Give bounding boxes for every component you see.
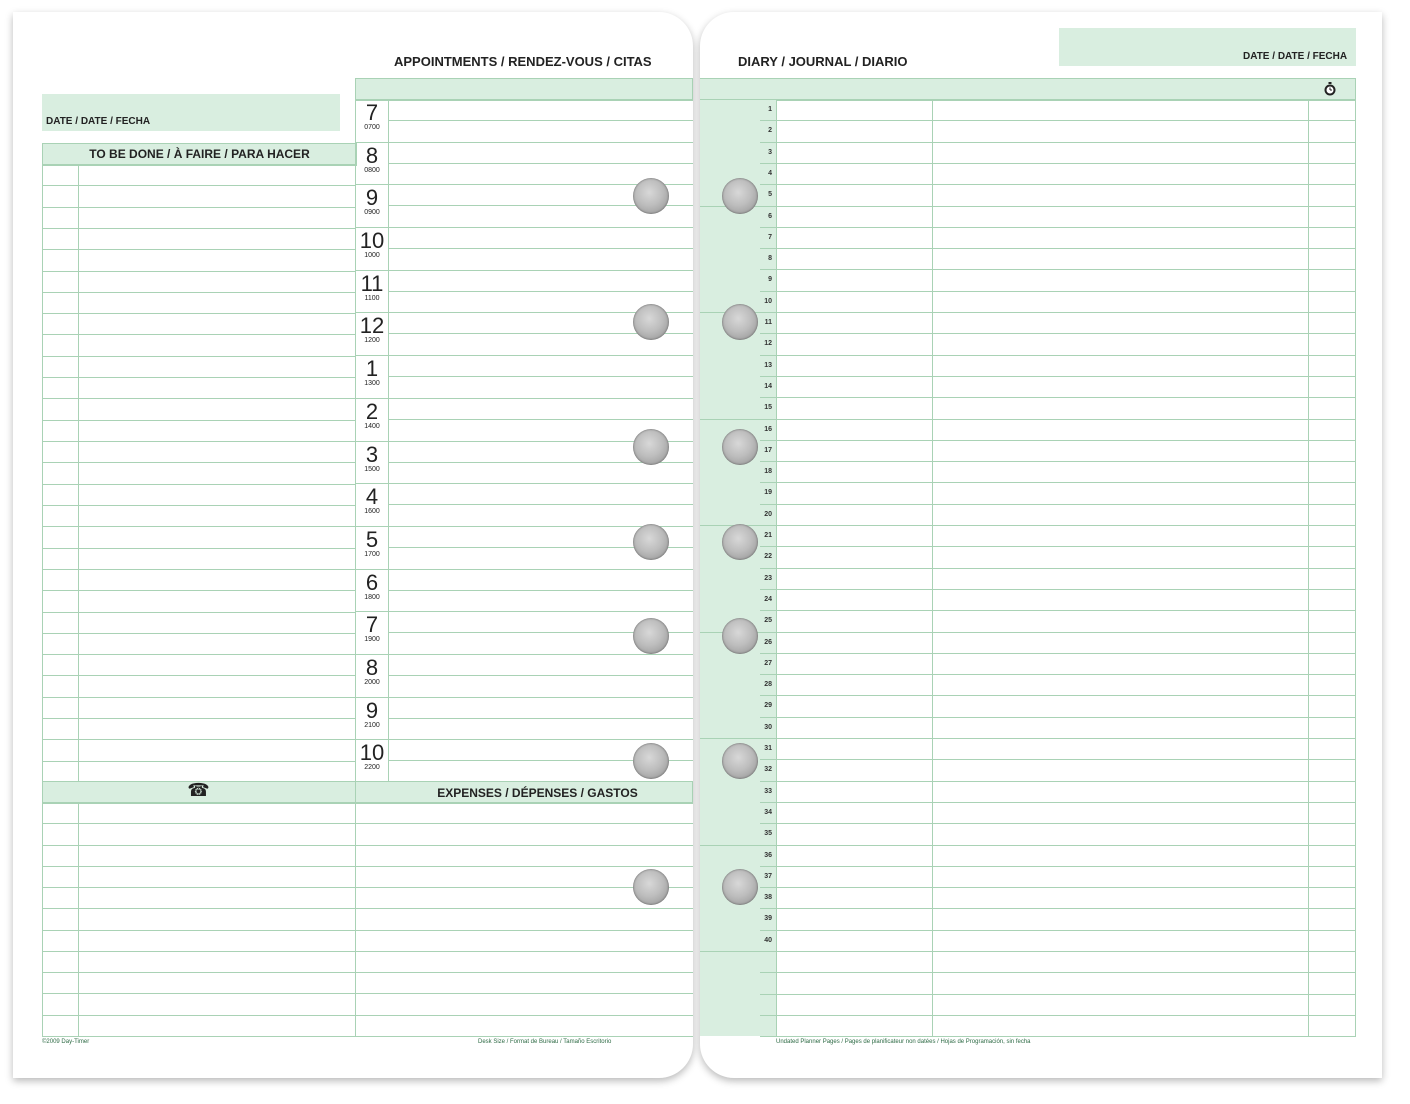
- half-hour-line: [388, 376, 693, 377]
- hour-line: [356, 483, 693, 484]
- hour-label: 4: [365, 484, 379, 509]
- diary-row-line: [760, 823, 1356, 824]
- hour-label: 8: [365, 143, 379, 168]
- ring-hole: [722, 618, 758, 654]
- line-number: 29: [764, 702, 772, 709]
- ring-hole: [633, 869, 669, 905]
- diary-row-line: [700, 632, 1356, 633]
- diary-row-line: [760, 802, 1356, 803]
- diary-row-line: [760, 866, 1356, 867]
- ring-hole: [722, 743, 758, 779]
- half-hour-line: [388, 419, 693, 420]
- hour-line: [356, 99, 693, 100]
- hour-label: 5: [365, 527, 379, 552]
- hour-label: 2: [365, 399, 379, 424]
- military-time-label: 2100: [364, 722, 380, 729]
- todo-check-column: [78, 164, 79, 782]
- todo-row-line: [42, 420, 356, 421]
- line-number: 39: [764, 915, 772, 922]
- line-number: 37: [764, 873, 772, 880]
- line-number: 40: [764, 937, 772, 944]
- line-number: 36: [764, 852, 772, 859]
- half-hour-line: [388, 504, 693, 505]
- line-number: 3: [768, 149, 772, 156]
- diary-row-line: [760, 376, 1356, 377]
- todo-row-line: [42, 548, 356, 549]
- hour-slot-2100: [356, 697, 388, 740]
- todo-row-line: [42, 612, 356, 613]
- todo-row-line: [42, 441, 356, 442]
- diary-row-line: [700, 525, 1356, 526]
- diary-row-line: [760, 781, 1356, 782]
- todo-row-line: [42, 271, 356, 272]
- todo-row-line: [42, 185, 356, 186]
- diary-row-line: [760, 908, 1356, 909]
- hour-slot-1000: [356, 227, 388, 270]
- line-number: 25: [764, 617, 772, 624]
- diary-row-line: [700, 206, 1356, 207]
- hour-line: [356, 611, 693, 612]
- hour-label: 3: [365, 442, 379, 467]
- entry-row-line: [356, 866, 693, 867]
- diary-footer: Undated Planner Pages / Pages de planificateur non datées / Hojas de Programación, sin fecha: [776, 1039, 1031, 1045]
- line-number: 27: [764, 660, 772, 667]
- line-number: 16: [764, 426, 772, 433]
- military-time-label: 2000: [364, 679, 380, 686]
- line-number: 2: [768, 127, 772, 134]
- military-time-label: 1900: [364, 636, 380, 643]
- todo-row-line: [42, 207, 356, 208]
- todo-row-line: [42, 654, 356, 655]
- todo-row-line: [42, 505, 356, 506]
- ring-hole: [633, 524, 669, 560]
- entry-row-line: [356, 951, 693, 952]
- hour-slot-0800: [356, 142, 388, 185]
- entry-row-line: [356, 1036, 693, 1037]
- diary-row-line: [760, 610, 1356, 611]
- military-time-label: 1300: [364, 380, 380, 387]
- line-number: 1: [768, 106, 772, 113]
- hour-label: 9: [365, 185, 379, 210]
- military-time-label: 1600: [364, 508, 380, 515]
- entry-row-line: [42, 1015, 356, 1016]
- hour-label: 11: [360, 271, 384, 296]
- hour-label: 12: [359, 313, 385, 338]
- diary-header: [700, 78, 1356, 101]
- line-number: 28: [764, 681, 772, 688]
- todo-row-line: [42, 761, 356, 762]
- hour-slot-1700: [356, 526, 388, 569]
- diary-right-border: [1355, 99, 1356, 1036]
- telephone-icon: ☎: [187, 780, 210, 800]
- diary-row-line: [760, 440, 1356, 441]
- ring-hole: [722, 524, 758, 560]
- diary-row-line: [760, 355, 1356, 356]
- entry-row-line: [356, 908, 693, 909]
- ring-hole: [633, 178, 669, 214]
- line-number: 18: [764, 468, 772, 475]
- todo-row-line: [42, 377, 356, 378]
- military-time-label: 1100: [364, 295, 380, 302]
- diary-row-line: [760, 291, 1356, 292]
- half-hour-line: [388, 718, 693, 719]
- line-number: 35: [764, 830, 772, 837]
- hour-slot-1400: [356, 398, 388, 441]
- hour-line: [356, 739, 693, 740]
- diary-row-line: [700, 738, 1356, 739]
- line-number: 19: [764, 489, 772, 496]
- phone-column-divider: [78, 802, 79, 1036]
- diary-row-line: [760, 717, 1356, 718]
- diary-column-divider: [776, 99, 777, 1036]
- entry-row-line: [42, 845, 356, 846]
- ring-hole: [633, 304, 669, 340]
- hour-line: [356, 227, 693, 228]
- phone-list[interactable]: [42, 802, 356, 1036]
- military-time-label: 1500: [364, 466, 380, 473]
- right-diary-page: [700, 12, 1382, 1078]
- entry-row-line: [356, 1015, 693, 1016]
- todo-row-line: [42, 292, 356, 293]
- military-time-label: 1200: [364, 337, 380, 344]
- todo-row-line: [42, 462, 356, 463]
- hour-label: 10: [359, 228, 385, 253]
- hour-line: [356, 697, 693, 698]
- appointments-header: [355, 78, 693, 101]
- diary-row-line: [760, 1015, 1356, 1016]
- line-number: 21: [764, 532, 772, 539]
- diary-column-divider: [1308, 99, 1309, 1036]
- ring-hole: [722, 178, 758, 214]
- diary-row-line: [760, 227, 1356, 228]
- line-number: 30: [764, 724, 772, 731]
- diary-row-line: [760, 248, 1356, 249]
- todo-title: TO BE DONE / À FAIRE / PARA HACER: [89, 147, 310, 161]
- line-number: 5: [768, 191, 772, 198]
- todo-left-border: [42, 164, 43, 782]
- hour-line: [356, 569, 693, 570]
- entry-row-line: [356, 845, 693, 846]
- diary-lines[interactable]: [700, 99, 1356, 1036]
- line-number: 32: [764, 766, 772, 773]
- entry-row-line: [42, 908, 356, 909]
- diary-row-line: [760, 972, 1356, 973]
- entry-row-line: [42, 993, 356, 994]
- diary-row-line: [760, 163, 1356, 164]
- line-number: 17: [764, 447, 772, 454]
- line-number: 14: [764, 383, 772, 390]
- line-number: 24: [764, 596, 772, 603]
- todo-row-line: [42, 398, 356, 399]
- entry-row-line: [356, 993, 693, 994]
- hour-label: 10: [359, 740, 385, 765]
- ring-hole: [722, 869, 758, 905]
- hour-slot-0900: [356, 184, 388, 227]
- hour-slot-1300: [356, 355, 388, 398]
- todo-row-line: [42, 569, 356, 570]
- hour-label: 6: [365, 570, 379, 595]
- line-number: 22: [764, 553, 772, 560]
- line-number: 11: [764, 319, 772, 326]
- line-number: 31: [764, 745, 772, 752]
- diary-row-line: [760, 120, 1356, 121]
- appointments-title: APPOINTMENTS / RENDEZ-VOUS / CITAS: [394, 54, 652, 69]
- hour-slot-1200: [356, 312, 388, 355]
- line-number: 23: [764, 575, 772, 582]
- diary-row-line: [760, 1036, 1356, 1037]
- left-planner-page: [13, 12, 693, 1078]
- half-hour-line: [388, 675, 693, 676]
- diary-row-line: [760, 461, 1356, 462]
- diary-row-line: [700, 312, 1356, 313]
- military-time-label: 0800: [364, 167, 380, 174]
- todo-row-line: [42, 739, 356, 740]
- line-number: 4: [768, 170, 772, 177]
- hour-line: [356, 270, 693, 271]
- line-number: 26: [764, 639, 772, 646]
- diary-row-line: [760, 695, 1356, 696]
- entry-row-line: [42, 887, 356, 888]
- line-number: 33: [764, 788, 772, 795]
- size-footer: Desk Size / Format de Bureau / Tamaño Escritorio: [478, 1039, 612, 1045]
- entry-row-line: [42, 1036, 356, 1037]
- military-time-label: 1000: [364, 252, 380, 259]
- diary-row-line: [760, 887, 1356, 888]
- diary-row-line: [760, 333, 1356, 334]
- entry-row-line: [42, 930, 356, 931]
- diary-row-line: [760, 546, 1356, 547]
- phone-left-border: [42, 802, 43, 1036]
- diary-row-line: [700, 419, 1356, 420]
- entry-row-line: [356, 823, 693, 824]
- line-number: 38: [764, 894, 772, 901]
- line-number: 13: [764, 362, 772, 369]
- hour-column-divider: [388, 99, 389, 782]
- entry-row-line: [42, 823, 356, 824]
- diary-row-line: [760, 142, 1356, 143]
- hour-slot-1600: [356, 483, 388, 526]
- hour-slot-1100: [356, 270, 388, 313]
- hour-slot-1800: [356, 569, 388, 612]
- todo-row-line: [42, 633, 356, 634]
- entry-row-line: [42, 866, 356, 867]
- hour-slot-1500: [356, 441, 388, 484]
- copyright-footer: ©2009 Day-Timer: [42, 1039, 90, 1045]
- todo-row-line: [42, 484, 356, 485]
- todo-row-line: [42, 334, 356, 335]
- ring-hole: [722, 429, 758, 465]
- diary-row-line: [760, 653, 1356, 654]
- line-number: 9: [768, 276, 772, 283]
- diary-row-line: [760, 759, 1356, 760]
- entry-row-line: [42, 802, 356, 803]
- military-time-label: 0900: [364, 209, 380, 216]
- entry-row-line: [42, 951, 356, 952]
- todo-row-line: [42, 313, 356, 314]
- hour-label: 8: [365, 655, 379, 680]
- diary-row-line: [760, 994, 1356, 995]
- diary-row-line: [700, 99, 1356, 100]
- line-number: 15: [764, 404, 772, 411]
- todo-row-line: [42, 228, 356, 229]
- entry-row-line: [356, 930, 693, 931]
- half-hour-line: [388, 248, 693, 249]
- hour-slot-2200: [356, 739, 388, 782]
- todo-row-line: [42, 249, 356, 250]
- line-number: 20: [764, 511, 772, 518]
- diary-row-line: [760, 269, 1356, 270]
- line-number: 7: [768, 234, 772, 241]
- military-time-label: 0700: [364, 124, 380, 131]
- half-hour-line: [388, 291, 693, 292]
- todo-row-line: [42, 164, 356, 165]
- hour-line: [356, 355, 693, 356]
- diary-row-line: [760, 589, 1356, 590]
- hour-label: 7: [365, 612, 379, 637]
- diary-row-line: [700, 951, 1356, 952]
- hour-label: 9: [365, 698, 379, 723]
- todo-row-line: [42, 718, 356, 719]
- todo-row-line: [42, 675, 356, 676]
- line-number: 10: [764, 298, 772, 305]
- diary-row-line: [760, 504, 1356, 505]
- hour-line: [356, 654, 693, 655]
- ring-hole: [722, 304, 758, 340]
- todo-row-line: [42, 590, 356, 591]
- diary-column-divider: [932, 99, 933, 1036]
- diary-row-line: [760, 674, 1356, 675]
- line-number: 8: [768, 255, 772, 262]
- diary-title: DIARY / JOURNAL / DIARIO: [738, 54, 908, 69]
- todo-row-line: [42, 697, 356, 698]
- line-number: 6: [768, 213, 772, 220]
- todo-list[interactable]: [42, 164, 356, 782]
- line-number: 12: [764, 340, 772, 347]
- diary-row-line: [700, 845, 1356, 846]
- entry-row-line: [356, 972, 693, 973]
- expenses-title: EXPENSES / DÉPENSES / GASTOS: [437, 786, 638, 800]
- ring-hole: [633, 743, 669, 779]
- hour-label: 1: [365, 356, 379, 381]
- todo-row-line: [42, 526, 356, 527]
- military-time-label: 1400: [364, 423, 380, 430]
- hour-line: [356, 142, 693, 143]
- date-label: DATE / DATE / FECHA: [46, 116, 151, 127]
- diary-row-line: [760, 482, 1356, 483]
- hour-line: [356, 398, 693, 399]
- half-hour-line: [388, 590, 693, 591]
- entry-row-line: [356, 802, 693, 803]
- hour-slot-1900: [356, 611, 388, 654]
- line-number: 34: [764, 809, 772, 816]
- diary-row-line: [760, 568, 1356, 569]
- entry-row-line: [42, 972, 356, 973]
- hour-label: 7: [365, 100, 379, 125]
- half-hour-line: [388, 163, 693, 164]
- hour-slot-0700: [356, 99, 388, 142]
- date-label: DATE / DATE / FECHA: [1243, 51, 1348, 62]
- half-hour-line: [388, 120, 693, 121]
- military-time-label: 2200: [364, 764, 380, 771]
- diary-row-line: [760, 184, 1356, 185]
- military-time-label: 1700: [364, 551, 380, 558]
- ring-hole: [633, 618, 669, 654]
- todo-row-line: [42, 356, 356, 357]
- diary-row-line: [760, 397, 1356, 398]
- diary-row-line: [760, 930, 1356, 931]
- expenses-list[interactable]: [355, 802, 693, 1036]
- ring-hole: [633, 429, 669, 465]
- hour-slot-2000: [356, 654, 388, 697]
- military-time-label: 1800: [364, 594, 380, 601]
